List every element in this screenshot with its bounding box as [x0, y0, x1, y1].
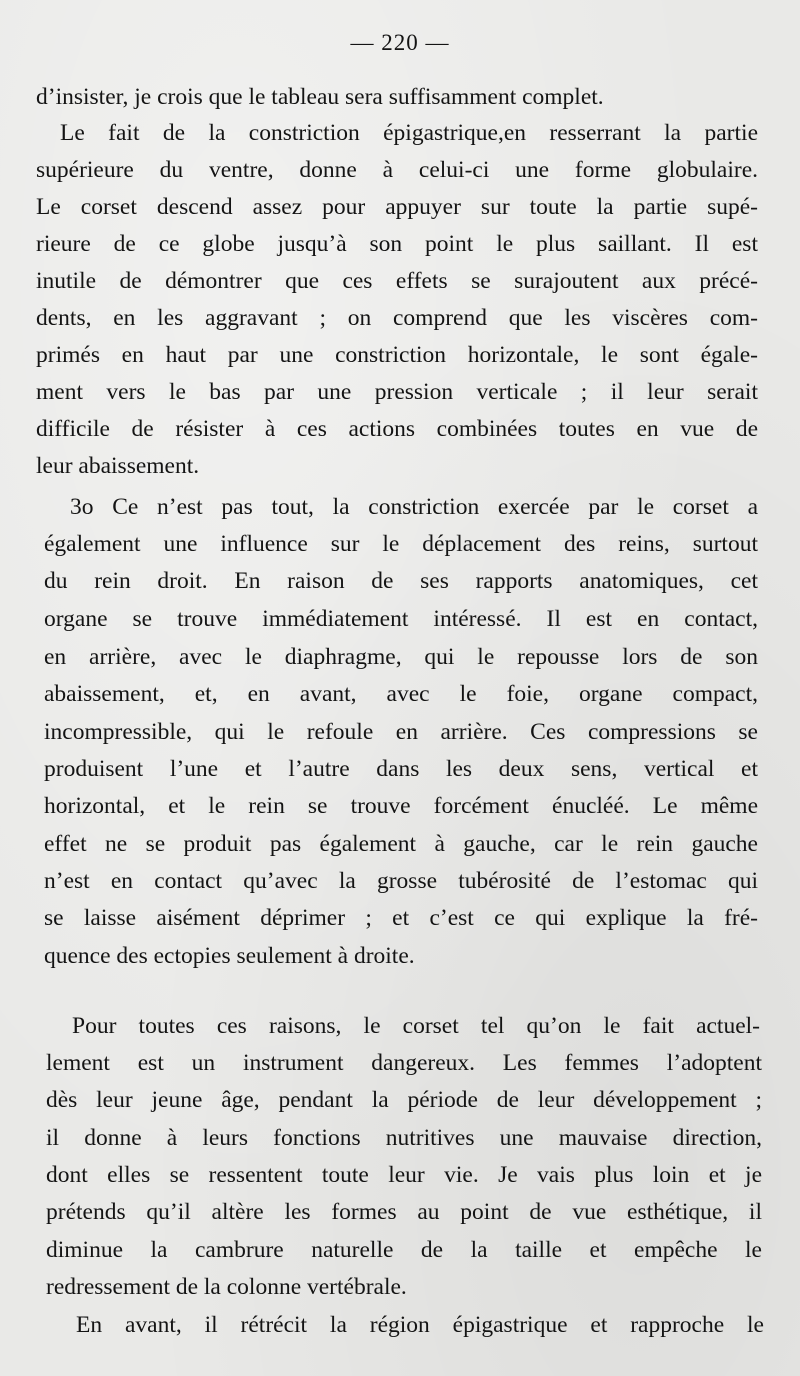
text-line: leur abaissement.: [36, 453, 200, 479]
text-line: ment vers le bas par une pression verticale ; il leur serait: [36, 379, 758, 405]
text-line: abaissement, et, en avant, avec le foie, organe compact,: [44, 681, 758, 707]
text-line: il donne à leurs fonctions nutritives une mauvaise direction,: [46, 1125, 762, 1151]
text-line: Pour toutes ces raisons, le corset tel qu’on le fait actuel-: [72, 1013, 760, 1039]
text-line: Le fait de la constriction épigastrique,en resserrant la partie: [60, 120, 758, 146]
text-line: supérieure du ventre, donne à celui-ci une forme globulaire.: [36, 157, 758, 183]
text-line: se laisse aisément déprimer ; et c’est ce qui explique la fré-: [44, 905, 758, 931]
text-line: effet ne se produit pas également à gauche, car le rein gauche: [44, 831, 758, 857]
text-line: incompressible, qui le refoule en arrière. Ces compressions se: [44, 719, 758, 745]
text-line: d’insister, je crois que le tableau sera suffisamment complet.: [36, 84, 604, 110]
text-line: du rein droit. En raison de ses rapports anatomiques, cet: [44, 568, 758, 594]
text-line: lement est un instrument dangereux. Les femmes l’adoptent: [46, 1050, 762, 1076]
text-line: redressement de la colonne vertébrale.: [46, 1274, 407, 1300]
text-line: horizontal, et le rein se trouve forcément énucléé. Le même: [44, 793, 758, 819]
text-line: produisent l’une et l’autre dans les deux sens, vertical et: [44, 756, 758, 782]
text-line: rieure de ce globe jusqu’à son point le plus saillant. Il est: [36, 231, 758, 257]
text-line: En avant, il rétrécit la région épigastrique et rapproche le: [76, 1312, 764, 1338]
text-line: Le corset descend assez pour appuyer sur toute la partie supé-: [36, 194, 758, 220]
text-line: diminue la cambrure naturelle de la taille et empêche le: [46, 1237, 762, 1263]
text-line: dents, en les aggravant ; on comprend que les viscères com-: [36, 305, 758, 331]
text-line: dès leur jeune âge, pendant la période de leur développement ;: [46, 1087, 762, 1113]
text-line: inutile de démontrer que ces effets se surajoutent aux précé-: [36, 268, 758, 294]
text-line: primés en haut par une constriction horizontale, le sont égale-: [36, 342, 758, 368]
text-line: difficile de résister à ces actions combinées toutes en vue de: [36, 416, 758, 442]
text-line: prétends qu’il altère les formes au point de vue esthétique, il: [46, 1199, 762, 1225]
text-line: n’est en contact qu’avec la grosse tubérosité de l’estomac qui: [44, 868, 758, 894]
text-line: organe se trouve immédiatement intéressé. Il est en contact,: [44, 606, 758, 632]
text-line: dont elles se ressentent toute leur vie. Je vais plus loin et je: [46, 1162, 762, 1188]
text-line: également une influence sur le déplacement des reins, surtout: [44, 531, 758, 557]
text-line: 3o Ce n’est pas tout, la constriction exercée par le corset a: [70, 494, 758, 520]
text-line: en arrière, avec le diaphragme, qui le repousse lors de son: [44, 644, 758, 670]
page-number: — 220 —: [350, 30, 450, 55]
text-line: quence des ectopies seulement à droite.: [44, 943, 415, 969]
